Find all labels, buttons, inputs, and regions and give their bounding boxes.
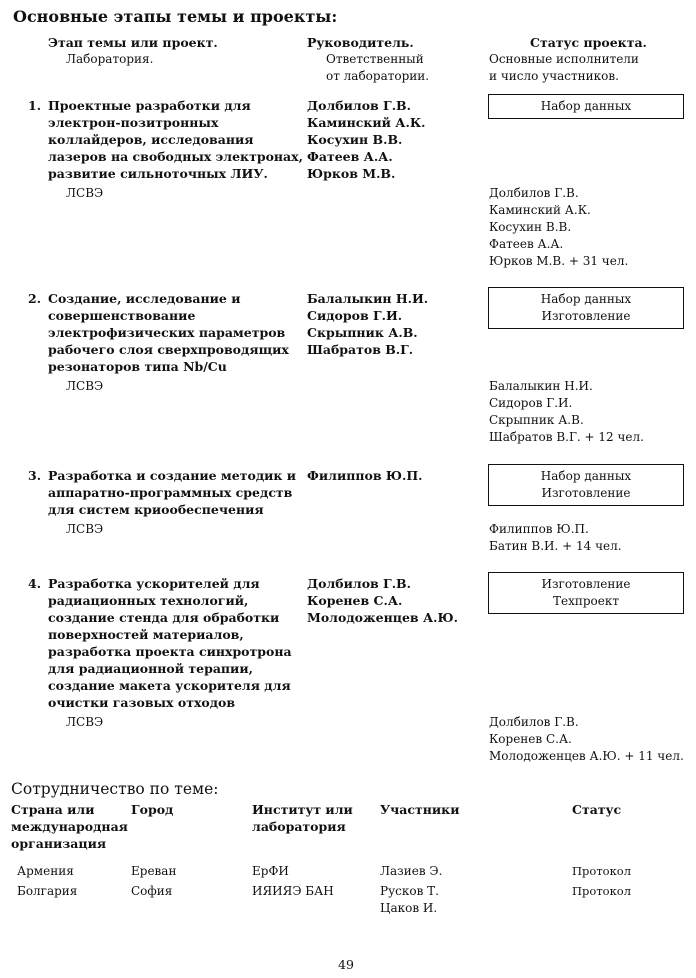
status-box: Набор данных [488,94,684,119]
coop-city: София [131,884,173,898]
project-leaders: Долбилов Г.В. Каминский А.К. Косухин В.В. Фатеев А.А. Юрков М.В. [307,98,426,181]
coop-header-institute: Институт или лаборатория [252,802,353,834]
project-title: Разработка и создание методик и аппаратно-программных средств для систем криообеспечения [48,468,297,517]
coop-participants: Русков Т. Цаков И. [380,884,439,915]
project-number: 4. [28,576,42,591]
status-box: Набор данных Изготовление [488,287,684,329]
project-participants: Долбилов Г.В. Каминский А.К. Косухин В.В. Фатеев А.А. Юрков М.В. + 31 чел. [489,186,629,268]
coop-status: Протокол [572,884,632,898]
project-number: 2. [28,291,42,306]
coop-header-participants: Участники [380,802,460,817]
coop-header-country: Страна или международная организация [11,802,128,851]
coop-status: Протокол [572,864,632,878]
project-participants: Филиппов Ю.П. Батин В.И. + 14 чел. [489,522,622,553]
col2-header: Руководитель. [307,35,414,50]
project-lab: ЛСВЭ [66,186,104,200]
page-title: Основные этапы темы и проекты: [13,7,338,26]
coop-city: Ереван [131,864,177,878]
col1-header: Этап темы или проект. [48,35,218,50]
project-leaders: Балалыкин Н.И. Сидоров Г.И. Скрыпник А.В. Шабратов В.Г. [307,291,429,357]
project-participants: Балалыкин Н.И. Сидоров Г.И. Скрыпник А.В. Шабратов В.Г. + 12 чел. [489,379,644,444]
col3-header: Статус проекта. [530,35,647,50]
project-number: 3. [28,468,42,483]
coop-country: Болгария [17,884,78,898]
status-box: Изготовление Техпроект [488,572,684,614]
project-title: Разработка ускорителей для радиационных технологий, создание стенда для обработки поверхностей материалов, разработка проекта синхротрона для радиационной терапии, создание макета ускорителя для очистки газовых отходов [48,576,292,710]
project-leaders: Филиппов Ю.П. [307,468,423,483]
project-leaders: Долбилов Г.В. Коренев С.А. Молодоженцев А.Ю. [307,576,458,625]
col1-subheader: Лаборатория. [66,52,154,66]
project-title: Проектные разработки для электрон-позитронных коллайдеров, исследования лазеров на свободных электронах, развитие сильноточных ЛИУ. [48,98,303,181]
cooperation-title: Сотрудничество по теме: [11,780,219,798]
coop-header-city: Город [131,802,174,817]
coop-participants: Лазиев Э. [380,864,443,878]
page-number: 49 [338,957,354,972]
coop-institute: ИЯИЯЭ БАН [252,884,334,898]
coop-header-status: Статус [572,802,622,817]
coop-institute: ЕрФИ [252,864,289,878]
project-lab: ЛСВЭ [66,379,104,393]
col2-subheader: Ответственный от лаборатории. [326,52,430,83]
project-participants: Долбилов Г.В. Коренев С.А. Молодоженцев А.Ю. + 11 чел. [489,715,684,763]
project-number: 1. [28,98,42,113]
col3-subheader: Основные исполнители и число участников. [489,52,639,83]
coop-country: Армения [17,864,74,878]
project-lab: ЛСВЭ [66,522,104,536]
project-lab: ЛСВЭ [66,715,104,729]
status-box: Набор данных Изготовление [488,464,684,506]
project-title: Создание, исследование и совершенствование электрофизических параметров рабочего слоя сверхпроводящих резонаторов типа Nb/Cu [48,291,289,374]
